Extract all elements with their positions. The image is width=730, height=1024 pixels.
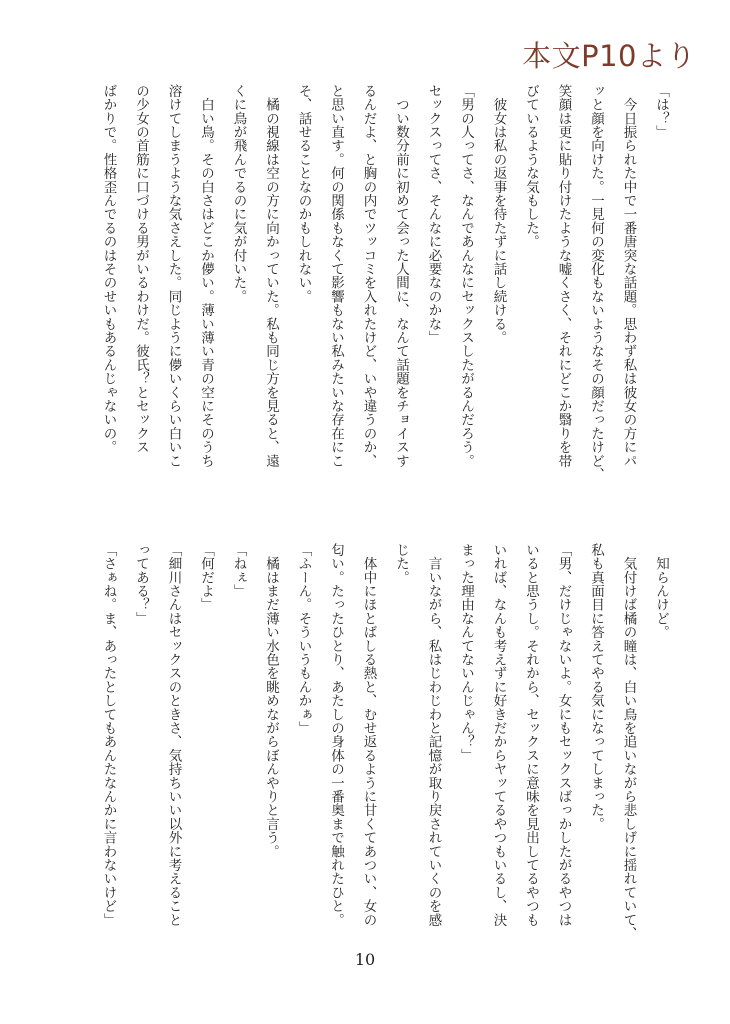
text-column: そ、話せることなのかもしれない。 [295, 84, 312, 304]
text-column: 「何だよ」 [198, 543, 214, 612]
text-column: 体中にほとばしる熱と、むせ返るように甘くてあつい、女の [360, 543, 377, 927]
text-column: の少女の首筋に口づける男がいるわけだ。彼氏？とセックス [133, 84, 149, 454]
text-column: 「さぁね。ま、あったとしてもあんたなんかに言わないけど」 [100, 543, 117, 927]
text-column: 彼女は私の返事を待たずに話し続ける。 [490, 84, 507, 345]
text-column: ばかりで。性格歪んでるのはそのせいもあるんじゃないの。 [100, 84, 117, 454]
text-column: びているような気もした。 [523, 84, 539, 249]
text-column: 「ねぇ」 [230, 543, 247, 598]
text-column: 「男の人ってさ、なんであんなにセックスしたがるんだろう。 [458, 84, 474, 468]
text-column: 匂い。たったひとり、あたしの身体の一番奥まで触れたひと。 [328, 543, 344, 927]
text-column: じた。 [393, 543, 409, 585]
text-column: 白い鳥。その白さはどこか儚い。薄い薄い青の空にそのうち [198, 84, 214, 468]
text-column: 今日振られた中で一番唐突な話題。思わず私は彼女の方にパ [620, 84, 637, 468]
text-column: 知らんけど。 [653, 543, 669, 639]
text-column: るんだよ、と胸の内でツッコミを入れたけど、いや違うのか、 [360, 84, 377, 468]
text-column: 笑顔は更に貼り付けたような嘘くさく、それにどこか翳りを帯 [555, 84, 572, 468]
text-column: 橘はまだ薄い水色を眺めながらぼんやりと言う。 [263, 543, 279, 859]
text-column: と思い直す。何の関係もなくて影響もない私みたいな存在にこ [328, 84, 344, 468]
text-block-bottom [92, 543, 677, 943]
text-column: 橘の視線は空の方に向かっていた。私も同じ方を見ると、遠 [263, 84, 279, 468]
text-column: くに鳥が飛んでるのに気が付いた。 [230, 84, 247, 304]
text-column: 溶けてしまうような気さえした。同じように儚いくらい白いこ [165, 84, 182, 468]
text-column: 「細川さんはセックスのときさ、気持ちいい以外に考えること [165, 543, 182, 927]
text-column: 「男、だけじゃないよ。女にもセックスばっかしたがるやつは [555, 543, 572, 927]
text-column: 私も真面目に答えてやる気になってしまった。 [588, 543, 604, 831]
text-column: いると思うし。それから、セックスに意味を見出してるやつも [523, 543, 539, 927]
text-column: 気付けば橘の瞳は、白い鳥を追いながら悲しげに揺れていて、 [620, 543, 637, 941]
text-block-top [92, 84, 677, 484]
page-number: 10 [354, 950, 376, 969]
text-column: 言いながら、私はじわじわと記憶が取り戻されていくのを感 [425, 543, 442, 927]
page-title: 本文P10より [522, 39, 696, 73]
text-column: ッと顔を向けた。一見何の変化もないようなその顔だったけど、 [588, 84, 604, 482]
text-column: いれば、なんも考えずに好きだからヤッてるやつもいるし、決 [490, 543, 507, 927]
text-column: まった理由なんてないんじゃん？」 [458, 543, 474, 763]
text-column: 「ふーん。そういうもんかぁ」 [295, 543, 312, 735]
text-column: ってある？」 [133, 543, 149, 626]
text-column: 「は？」 [653, 84, 669, 139]
text-column: つい数分前に初めて会った人間に、なんて話題をチョイスす [393, 84, 409, 468]
text-column: セックスってさ、そんなに必要なのかな」 [425, 84, 442, 345]
